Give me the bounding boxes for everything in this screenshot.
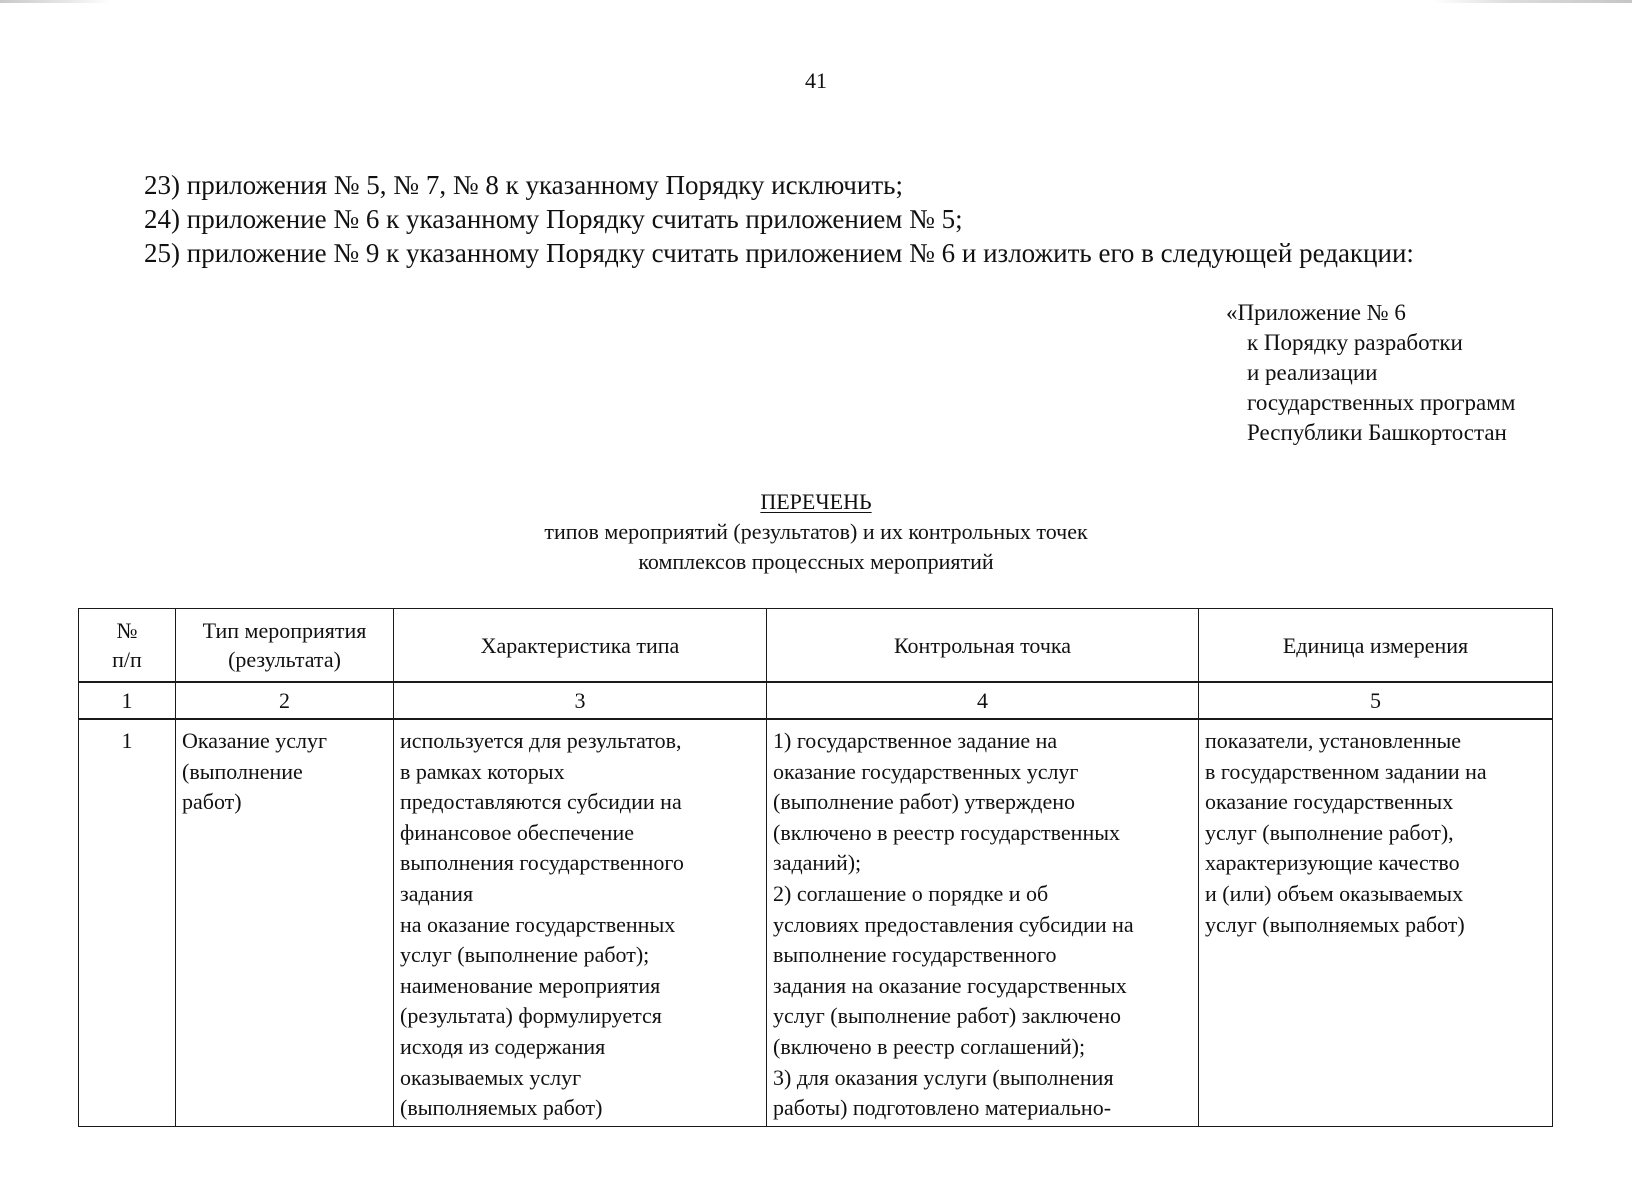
column-number: 5 (1199, 682, 1553, 719)
cell-text-line: услуг (выполнение работ); (400, 942, 650, 968)
cell-text-line: наименование мероприятия (400, 972, 661, 998)
page-number: 41 (805, 68, 827, 93)
cell-text-line: предоставляются субсидии на (400, 789, 682, 815)
appendix-line: «Приложение № 6 (1226, 300, 1406, 325)
cell-text-line: оказание государственных услуг (773, 758, 1079, 784)
cell-text-line: (выполнение работ) утверждено (773, 789, 1075, 815)
cell-text-line: задания (400, 880, 474, 906)
header-number (79, 609, 176, 683)
cell-type (176, 719, 394, 1126)
cell-unit (1199, 719, 1553, 1126)
document-heading (0, 487, 1632, 577)
appendix-line: Республики Башкортостан (1247, 420, 1507, 445)
amendment-item-25: 25) приложение № 9 к указанному Порядку считать приложением № 6 и изложить его в следующей редакции: (144, 238, 1414, 268)
column-number: 2 (176, 682, 394, 719)
column-number-row (79, 682, 1553, 719)
cell-text-line: (выполняемых работ) (400, 1095, 603, 1121)
cell-text-line: и (или) объем оказываемых (1205, 880, 1464, 906)
cell-text-line: 1) государственное задание на (773, 728, 1058, 753)
amendment-item-24: 24) приложение № 6 к указанному Порядку считать приложением № 5; (144, 204, 963, 234)
column-number: 3 (394, 682, 767, 719)
measures-table (78, 608, 1553, 1127)
header-text: п/п (112, 647, 142, 672)
amendment-item-23: 23) приложения № 5, № 7, № 8 к указанному Порядку исключить; (144, 170, 903, 200)
heading-title: ПЕРЕЧЕНЬ (760, 489, 872, 514)
cell-text-line: условиях предоставления субсидии на (773, 911, 1134, 937)
cell-text-line: работы) подготовлено материально- (773, 1095, 1112, 1121)
heading-subtitle: типов мероприятий (результатов) и их контрольных точек (544, 519, 1088, 544)
cell-text-line: оказываемых услуг (400, 1064, 582, 1090)
cell-text-line: выполнения государственного (400, 850, 684, 876)
cell-text-line: 2) соглашение о порядке и об (773, 880, 1049, 906)
scan-edge-mark-right (1432, 0, 1632, 3)
cell-checkpoint (767, 719, 1199, 1126)
cell-text-line: (включено в реестр соглашений); (773, 1033, 1086, 1059)
heading-subtitle: комплексов процессных мероприятий (638, 549, 994, 574)
column-number: 4 (767, 682, 1199, 719)
cell-text-line: в государственном задании на (1205, 758, 1487, 784)
header-text: № (116, 618, 138, 643)
cell-text-line: исходя из содержания (400, 1033, 606, 1059)
cell-characteristic (394, 719, 767, 1126)
header-text: (результата) (228, 647, 341, 672)
appendix-line: государственных программ (1247, 390, 1516, 415)
cell-text-line: (включено в реестр государственных (773, 819, 1120, 845)
appendix-line: и реализации (1247, 360, 1378, 385)
cell-text-line: в рамках которых (400, 758, 565, 784)
header-characteristic: Характеристика типа (394, 609, 767, 683)
cell-text-line: (результата) формулируется (400, 1003, 662, 1029)
header-type (176, 609, 394, 683)
cell-text-line: выполнение государственного (773, 942, 1057, 968)
cell-text-line: 3) для оказания услуги (выполнения (773, 1064, 1114, 1090)
cell-text-line: Оказание услуг (182, 728, 328, 753)
appendix-reference (1226, 298, 1515, 448)
row-number: 1 (79, 719, 176, 1126)
column-number: 1 (79, 682, 176, 719)
cell-text-line: используется для результатов, (400, 728, 682, 753)
cell-text-line: (выполнение (182, 758, 303, 784)
cell-text-line: оказание государственных (1205, 789, 1454, 815)
cell-text-line: заданий); (773, 850, 862, 876)
cell-text-line: на оказание государственных (400, 911, 676, 937)
scan-edge-mark-left (0, 0, 110, 3)
header-checkpoint: Контрольная точка (767, 609, 1199, 683)
table-row (79, 719, 1553, 1126)
header-text: Тип мероприятия (202, 618, 367, 643)
cell-text-line: показатели, установленные (1205, 728, 1462, 753)
cell-text-line: услуг (выполнение работ) заключено (773, 1003, 1122, 1029)
cell-text-line: финансовое обеспечение (400, 819, 634, 845)
cell-text-line: услуг (выполнение работ), (1205, 819, 1454, 845)
amendment-list (144, 168, 1414, 270)
appendix-line: к Порядку разработки (1247, 330, 1463, 355)
table-header-row (79, 609, 1553, 683)
cell-text-line: задания на оказание государственных (773, 972, 1127, 998)
cell-text-line: услуг (выполняемых работ) (1205, 911, 1465, 937)
cell-text-line: характеризующие качество (1205, 850, 1460, 876)
cell-text-line: работ) (182, 789, 242, 815)
header-unit: Единица измерения (1199, 609, 1553, 683)
